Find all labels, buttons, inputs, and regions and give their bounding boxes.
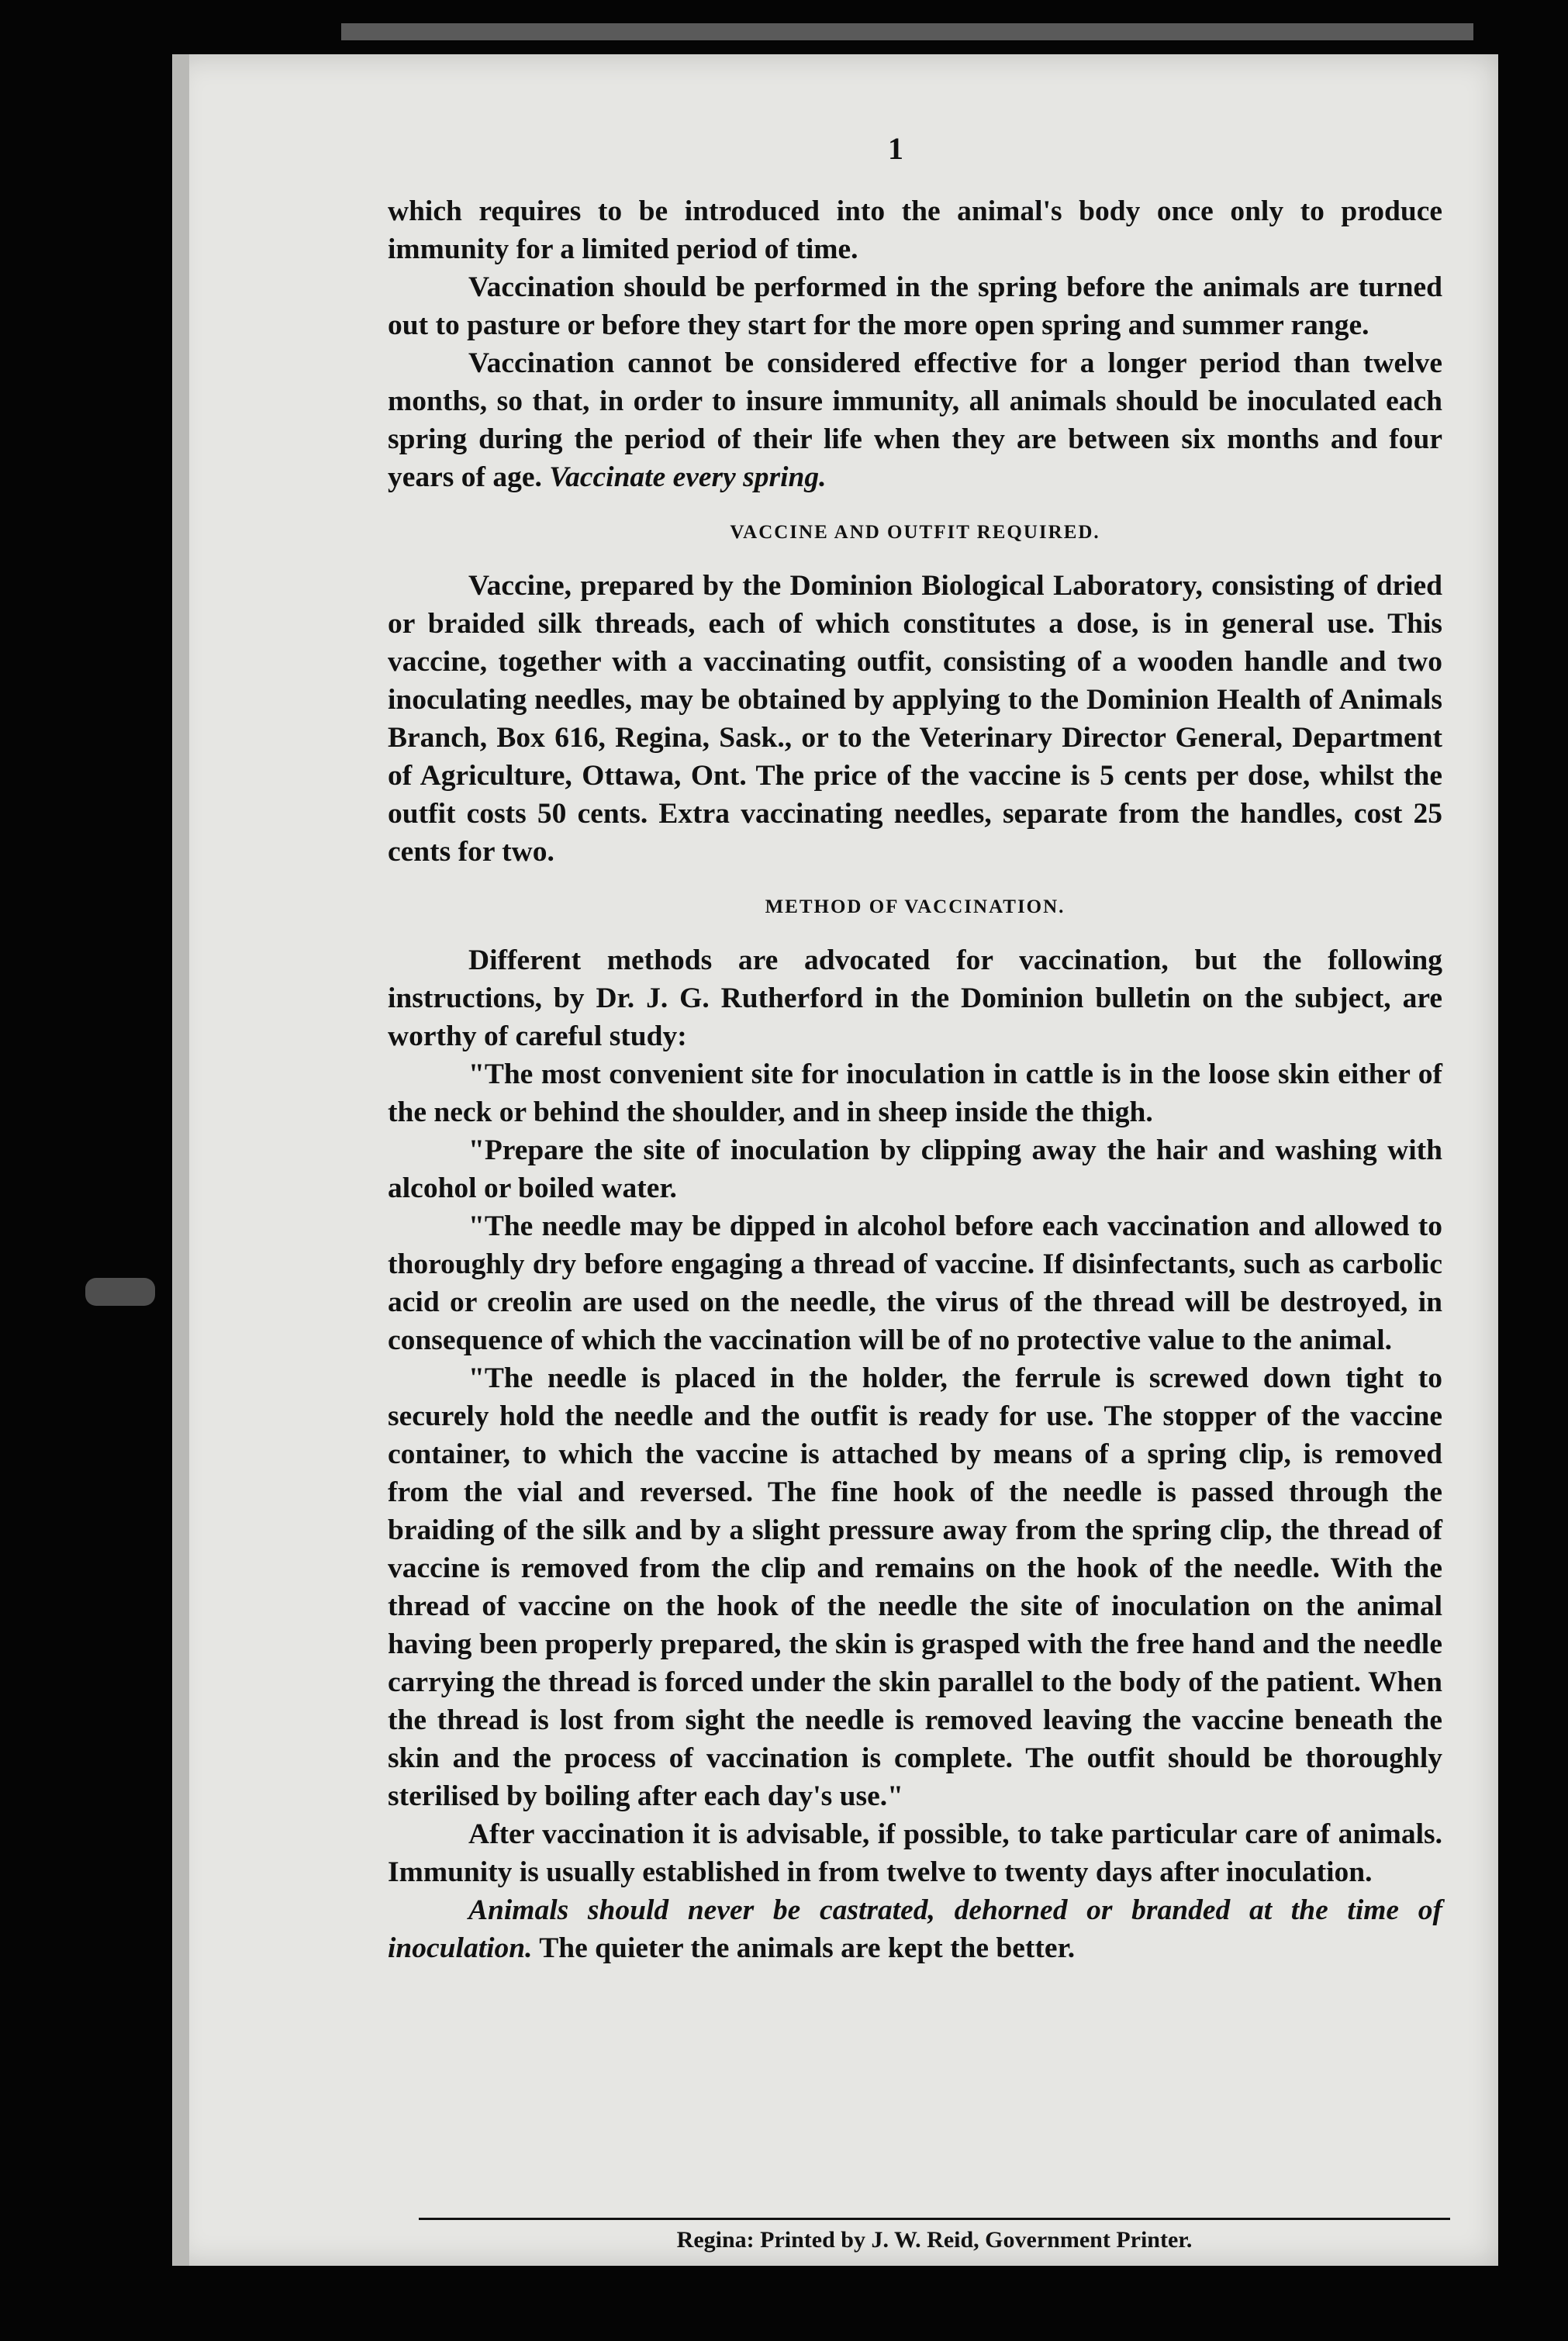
paragraph-prepare-site: "Prepare the site of inoculation by clipping away the hair and washing with alcohol or boiled water. bbox=[388, 1134, 1442, 1204]
paragraph-after-vaccination: After vaccination it is advisable, if possible, to take particular care of animals. Immunity is usually established in from twelve to twenty days after inoculation. bbox=[388, 1818, 1442, 1888]
scan-top-strip bbox=[341, 23, 1473, 40]
paragraph-methods-intro: Different methods are advocated for vaccination, but the following instructions, by Dr. J. G. Rutherford in the Dominion bulletin on the subject, are worthy of careful study: bbox=[388, 944, 1442, 1052]
page-left-edge bbox=[172, 54, 189, 2266]
paragraph-castration-warning bbox=[388, 1891, 1442, 1967]
paragraph-needle-procedure: "The needle is placed in the holder, the ferrule is screwed down tight to securely hold the needle and the outfit is ready for use. The stopper of the vaccine container, to which the vaccine is attached by means of a spring clip, is removed from the vial and reversed. The fine hook of the needle is passed through the braiding of the silk and by a slight pressure away from the spring clip, the thread of vaccine is removed from the clip and remains on the hook of the needle. With the thread of vaccine on the hook of the needle the site of inoculation on the animal having been properly prepared, the skin is grasped with the free hand and the needle carrying the thread is forced under the skin parallel to the body of the patient. When the thread is lost from sight the needle is removed leaving the vaccine beneath the skin and the process of vaccination is complete. The outfit should be thoroughly sterilised by boiling after each day's use." bbox=[388, 1362, 1442, 1812]
paragraph-needle-alcohol: "The needle may be dipped in alcohol before each vaccination and allowed to thoroughly dry before engaging a thread of vaccine. If disinfectants, such as carbolic acid or creolin are used on the needle, the virus of the thread will be destroyed, in consequence of which the vaccination will be of no protective value to the animal. bbox=[388, 1210, 1442, 1356]
heading-method-vaccination: METHOD OF VACCINATION. bbox=[765, 896, 1065, 917]
document-body bbox=[388, 192, 1442, 1967]
paragraph-vaccine-outfit: Vaccine, prepared by the Dominion Biological Laboratory, consisting of dried or braided silk threads, each of which constitutes a dose, is in general use. This vaccine, together with a vaccinating outfit, consisting of a wooden handle and two inoculating needles, may be obtained by applying to the Dominion Health of Animals Branch, Box 616, Regina, Sask., or to the Veterinary Director General, Department of Agriculture, Ottawa, Ont. The price of the vaccine is 5 cents per dose, whilst the outfit costs 50 cents. Extra vaccinating needles, separate from the handles, cost 25 cents for two. bbox=[388, 570, 1442, 868]
heading-vaccine-outfit: VACCINE AND OUTFIT REQUIRED. bbox=[730, 522, 1100, 543]
footer-rule bbox=[419, 2218, 1450, 2220]
vaccinate-every-spring-emphasis: Vaccinate every spring. bbox=[549, 461, 827, 493]
paragraph-effective-period bbox=[388, 344, 1442, 496]
paragraph-spring-timing: Vaccination should be performed in the spring before the animals are turned out to pasture or before they start for the more open spring and summer range. bbox=[388, 271, 1442, 341]
scan-side-mark bbox=[85, 1278, 155, 1306]
paragraph-inoculation-site: "The most convenient site for inoculation in cattle is in the loose skin either of the neck or behind the shoulder, and in sheep inside the thigh. bbox=[388, 1058, 1442, 1128]
castration-warning-rest: The quieter the animals are kept the better. bbox=[539, 1932, 1076, 1964]
castration-warning-italic: Animals should never be castrated, dehorned or branded at the time of inoculation. bbox=[388, 1894, 1442, 1964]
paragraph-continuation: which requires to be introduced into the animal's body once only to produce immunity for a limited period of time. bbox=[388, 195, 1442, 265]
printer-imprint: Regina: Printed by J. W. Reid, Government Printer. bbox=[676, 2227, 1193, 2253]
paragraph-effective-period-text: Vaccination cannot be considered effective for a longer period than twelve months, so that, in order to insure immunity, all animals should be inoculated each spring during the period of their life when they are between six months and four years of age. bbox=[388, 347, 1442, 493]
page-folio: 1 bbox=[888, 131, 903, 166]
